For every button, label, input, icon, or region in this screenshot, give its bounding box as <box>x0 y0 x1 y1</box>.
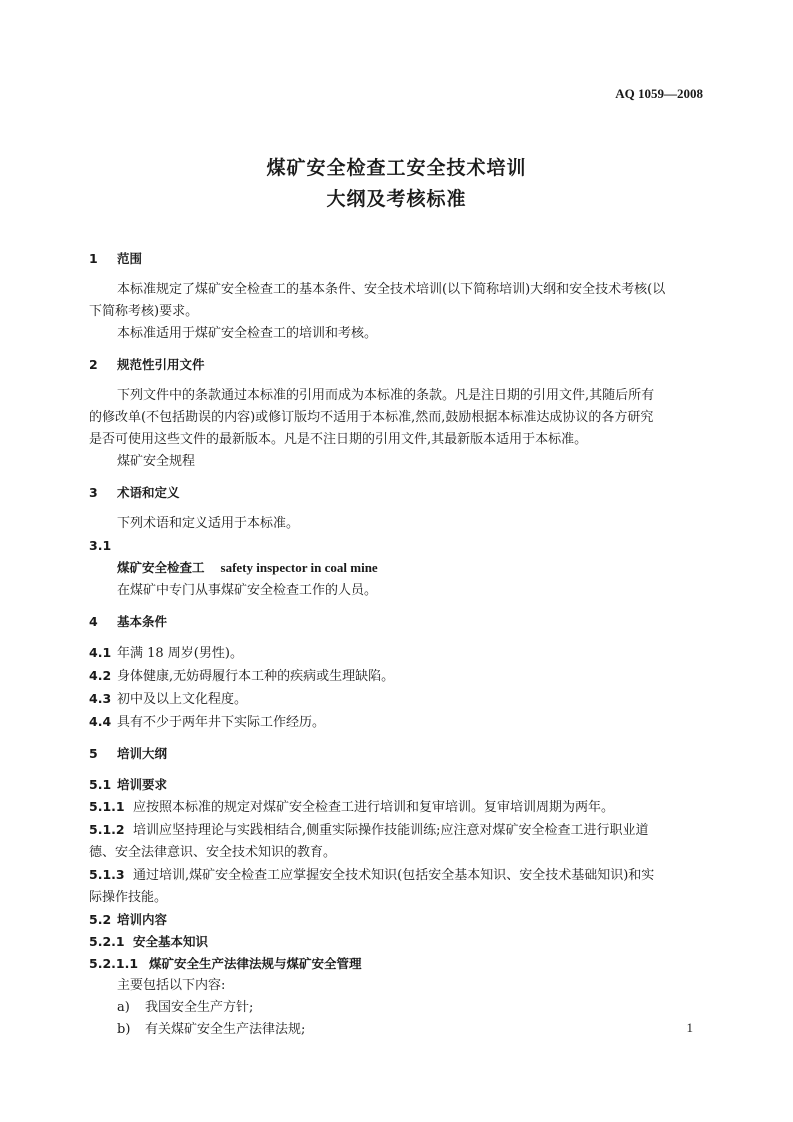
document-title-line-1: 煤矿安全检查工安全技术培训 <box>266 157 527 179</box>
clause-text: 初中及以上文化程度。 <box>117 692 248 707</box>
clause-text: 身体健康,无妨碍履行本工种的疾病或生理缺陷。 <box>117 669 395 684</box>
list-marker: b) <box>117 1022 131 1037</box>
clause-text: 应按照本标准的规定对煤矿安全检查工进行培训和复审培训。复审培训周期为两年。 <box>133 800 615 815</box>
subsection-title: 培训要求 <box>117 777 168 792</box>
section-title: 基本条件 <box>117 614 168 629</box>
document-body <box>89 246 705 1041</box>
subsection-number: 5.2.1.1 <box>89 956 139 971</box>
list-item <box>89 1019 705 1041</box>
paragraph: 本标准适用于煤矿安全检查工的培训和考核。 <box>117 326 378 341</box>
paragraph-continuation: 是否可使用这些文件的最新版本。凡是不注日期的引用文件,其最新版本适用于本标准。 <box>89 432 588 447</box>
clause <box>89 688 705 711</box>
clause <box>89 665 705 688</box>
section-number: 1 <box>89 251 98 266</box>
section-3-heading <box>89 482 705 504</box>
list-marker: a) <box>117 1000 130 1015</box>
term-english: safety inspector in coal mine <box>220 560 378 575</box>
paragraph-continuation: 下简称考核)要求。 <box>89 304 199 319</box>
clause-continuation: 际操作技能。 <box>89 890 168 905</box>
term-chinese: 煤矿安全检查工 <box>117 560 205 575</box>
section-title: 培训大纲 <box>117 746 168 761</box>
clause-text: 培训应坚持理论与实践相结合,侧重实际操作技能训练;应注意对煤矿安全检查工进行职业道 <box>133 823 649 838</box>
section-title: 范围 <box>117 251 143 266</box>
section-number: 3 <box>89 485 98 500</box>
clause-number: 4.4 <box>89 714 112 729</box>
section-2-heading <box>89 354 705 376</box>
subsection-number: 5.2.1 <box>89 934 125 949</box>
paragraph-continuation: 的修改单(不包括勘误的内容)或修订版均不适用于本标准,然而,鼓励根据本标准达成协议的各方研究 <box>89 410 654 425</box>
clause <box>89 642 705 665</box>
clause <box>89 796 705 819</box>
section-1-heading <box>89 248 705 270</box>
subsection-heading <box>89 774 705 796</box>
paragraph: 下列文件中的条款通过本标准的引用而成为本标准的条款。凡是注日期的引用文件,其随后所有 <box>117 388 655 403</box>
paragraph: 本标准规定了煤矿安全检查工的基本条件、安全技术培训(以下简称培训)大纲和安全技术考核(以 <box>117 282 666 297</box>
paragraph: 主要包括以下内容: <box>117 978 226 993</box>
clause-text: 通过培训,煤矿安全检查工应掌握安全技术知识(包括安全基本知识、安全技术基础知识)和实 <box>133 868 655 883</box>
clause-number: 5.1.1 <box>89 799 125 814</box>
list-item-text: 有关煤矿安全生产法律法规; <box>145 1022 306 1037</box>
subsection-heading <box>89 909 705 931</box>
section-5-heading <box>89 743 705 765</box>
clause <box>89 711 705 734</box>
section-number: 4 <box>89 614 98 629</box>
term-definition: 在煤矿中专门从事煤矿安全检查工作的人员。 <box>117 583 378 598</box>
clause <box>89 864 705 887</box>
clause-text: 年满 18 周岁(男性)。 <box>117 646 243 661</box>
list-item-text: 我国安全生产方针; <box>145 1000 254 1015</box>
section-title: 规范性引用文件 <box>117 357 205 372</box>
subsection-number: 5.1 <box>89 777 112 792</box>
section-4-heading <box>89 611 705 633</box>
subsection-title: 煤矿安全生产法律法规与煤矿安全管理 <box>149 956 362 971</box>
subsection-heading <box>89 953 705 975</box>
referenced-document: 煤矿安全规程 <box>117 454 196 469</box>
clause-number: 4.2 <box>89 668 112 683</box>
subsection-heading <box>89 931 705 953</box>
clause-continuation: 德、安全法律意识、安全技术知识的教育。 <box>89 845 337 860</box>
standard-code: AQ 1059—2008 <box>615 86 703 101</box>
document-title-line-2: 大纲及考核标准 <box>326 188 467 210</box>
clause <box>89 819 705 842</box>
section-title: 术语和定义 <box>117 485 180 500</box>
section-number: 2 <box>89 357 98 372</box>
clause-text: 具有不少于两年井下实际工作经历。 <box>117 715 326 730</box>
subsection-title: 培训内容 <box>117 912 168 927</box>
clause-number: 4.3 <box>89 691 112 706</box>
section-number: 5 <box>89 746 98 761</box>
clause-number: 4.1 <box>89 645 112 660</box>
page-number: 1 <box>686 1020 693 1035</box>
clause-number: 5.1.3 <box>89 867 125 882</box>
term-entry <box>89 557 705 580</box>
list-item <box>89 997 705 1019</box>
subsection-title: 安全基本知识 <box>133 934 209 949</box>
paragraph: 下列术语和定义适用于本标准。 <box>117 516 300 531</box>
subsection-number: 3.1 <box>89 538 112 553</box>
clause-number: 5.1.2 <box>89 822 125 837</box>
subsection-number: 5.2 <box>89 912 112 927</box>
